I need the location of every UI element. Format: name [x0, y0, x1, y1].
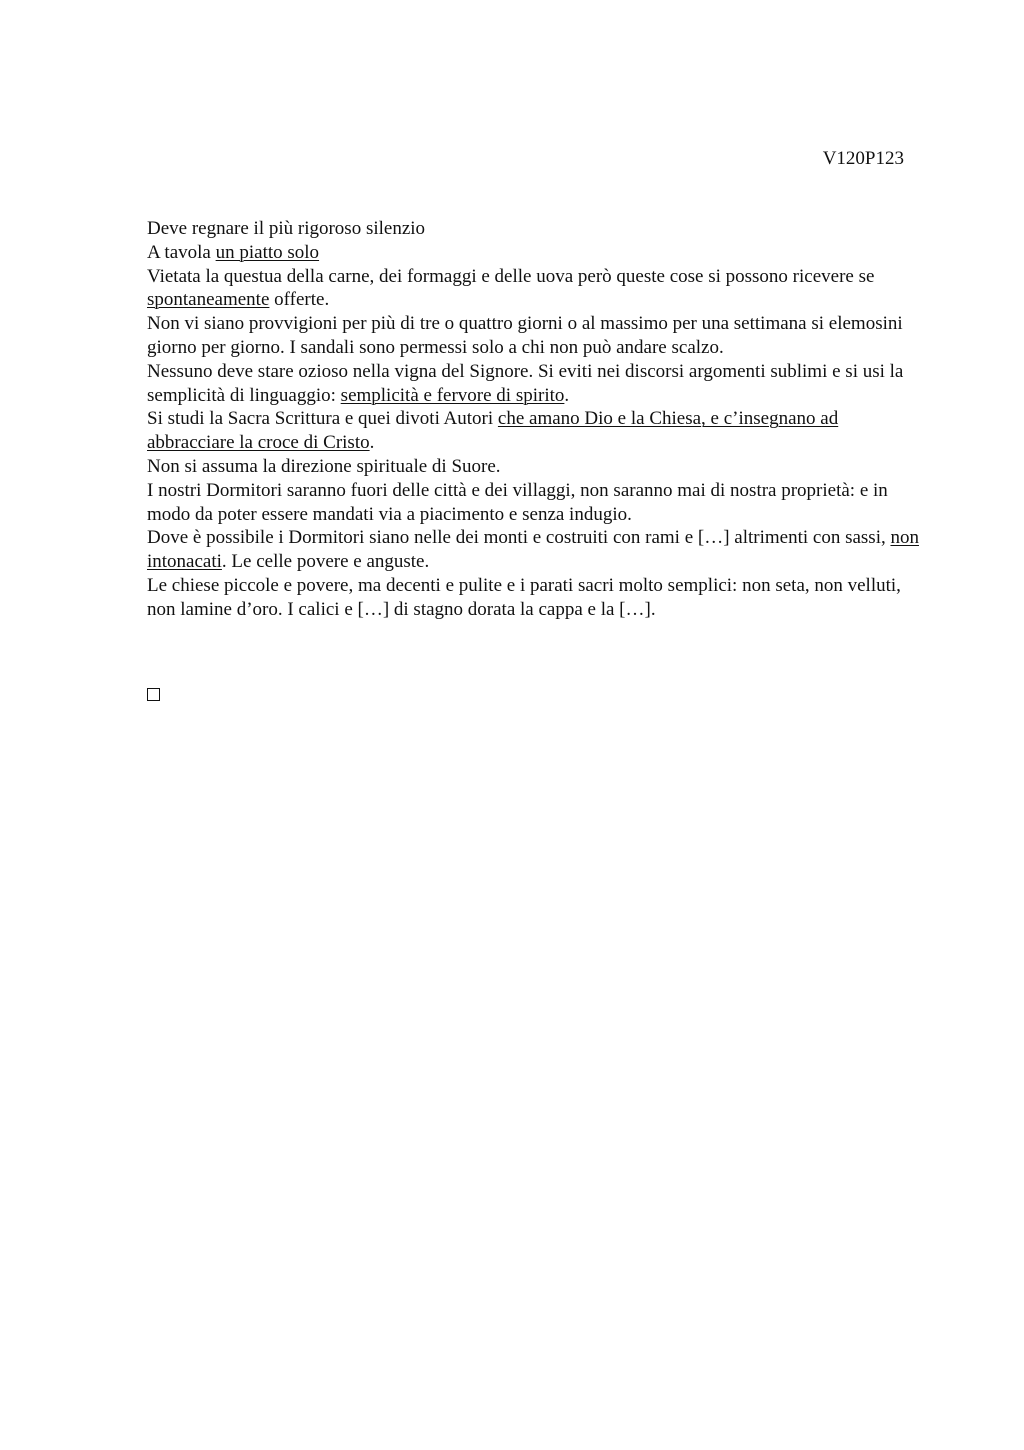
text-segment: .: [564, 384, 570, 406]
text-segment: Deve regnare il più rigoroso silenzio: [147, 218, 426, 239]
paragraph: [147, 479, 927, 527]
underlined-text: un piatto solo: [215, 241, 320, 263]
paragraph: [147, 265, 927, 313]
underlined-text: che amano Dio e la Chiesa, e c’insegnano ad abbracciare la croce di Cristo: [147, 408, 839, 454]
paragraph: [147, 574, 927, 622]
paragraph: [147, 241, 927, 265]
text-segment: .: [369, 432, 375, 454]
paragraph: [147, 312, 927, 360]
text-segment: Vietata la questua della carne, dei formaggi e delle uova però queste cose si possono ricevere se: [147, 265, 875, 287]
paragraph: [147, 217, 927, 241]
paragraph: [147, 526, 927, 574]
text-segment: . Le celle povere e anguste.: [221, 551, 430, 573]
text-segment: Nessuno deve stare ozioso nella vigna del Signore. Si eviti nei discorsi argomenti sublimi e si usi la semplicità di linguaggio:: [147, 360, 904, 406]
text-segment: Dove è possibile i Dormitori siano nelle dei monti e costruiti con rami e […] altrimenti con sassi,: [147, 527, 891, 549]
text-segment: offerte.: [269, 289, 330, 311]
text-segment: Non si assuma la direzione spirituale di Suore.: [147, 455, 501, 477]
text-segment: Le chiese piccole e povere, ma decenti e pulite e i parati sacri molto semplici: non seta, non velluti, non lamine d’oro. I calici e […] di stagno dorata la cappa e la […].: [147, 574, 901, 620]
text-segment: I nostri Dormitori saranno fuori delle città e dei villaggi, non saranno mai di nostra proprietà: e in modo da poter essere mandati via a piacimento e senza indugio.: [147, 479, 888, 525]
paragraph: [147, 360, 927, 408]
underlined-text: semplicità e fervore di spirito: [340, 384, 565, 406]
text-segment: Non vi siano provvigioni per più di tre o quattro giorni o al massimo per una settimana si elemosini giorno per giorno. I sandali sono permessi solo a chi non può andare scalzo.: [147, 313, 903, 358]
page-reference: V120P123: [822, 148, 904, 169]
document-body: [147, 217, 927, 622]
paragraph: [147, 455, 927, 479]
underlined-text: spontaneamente: [147, 289, 270, 311]
checkbox[interactable]: [147, 688, 160, 701]
paragraph: [147, 407, 927, 455]
text-segment: A tavola: [147, 241, 216, 263]
underlined-text: non intonacati: [147, 527, 919, 573]
text-segment: Si studi la Sacra Scrittura e quei divoti Autori: [147, 408, 498, 430]
